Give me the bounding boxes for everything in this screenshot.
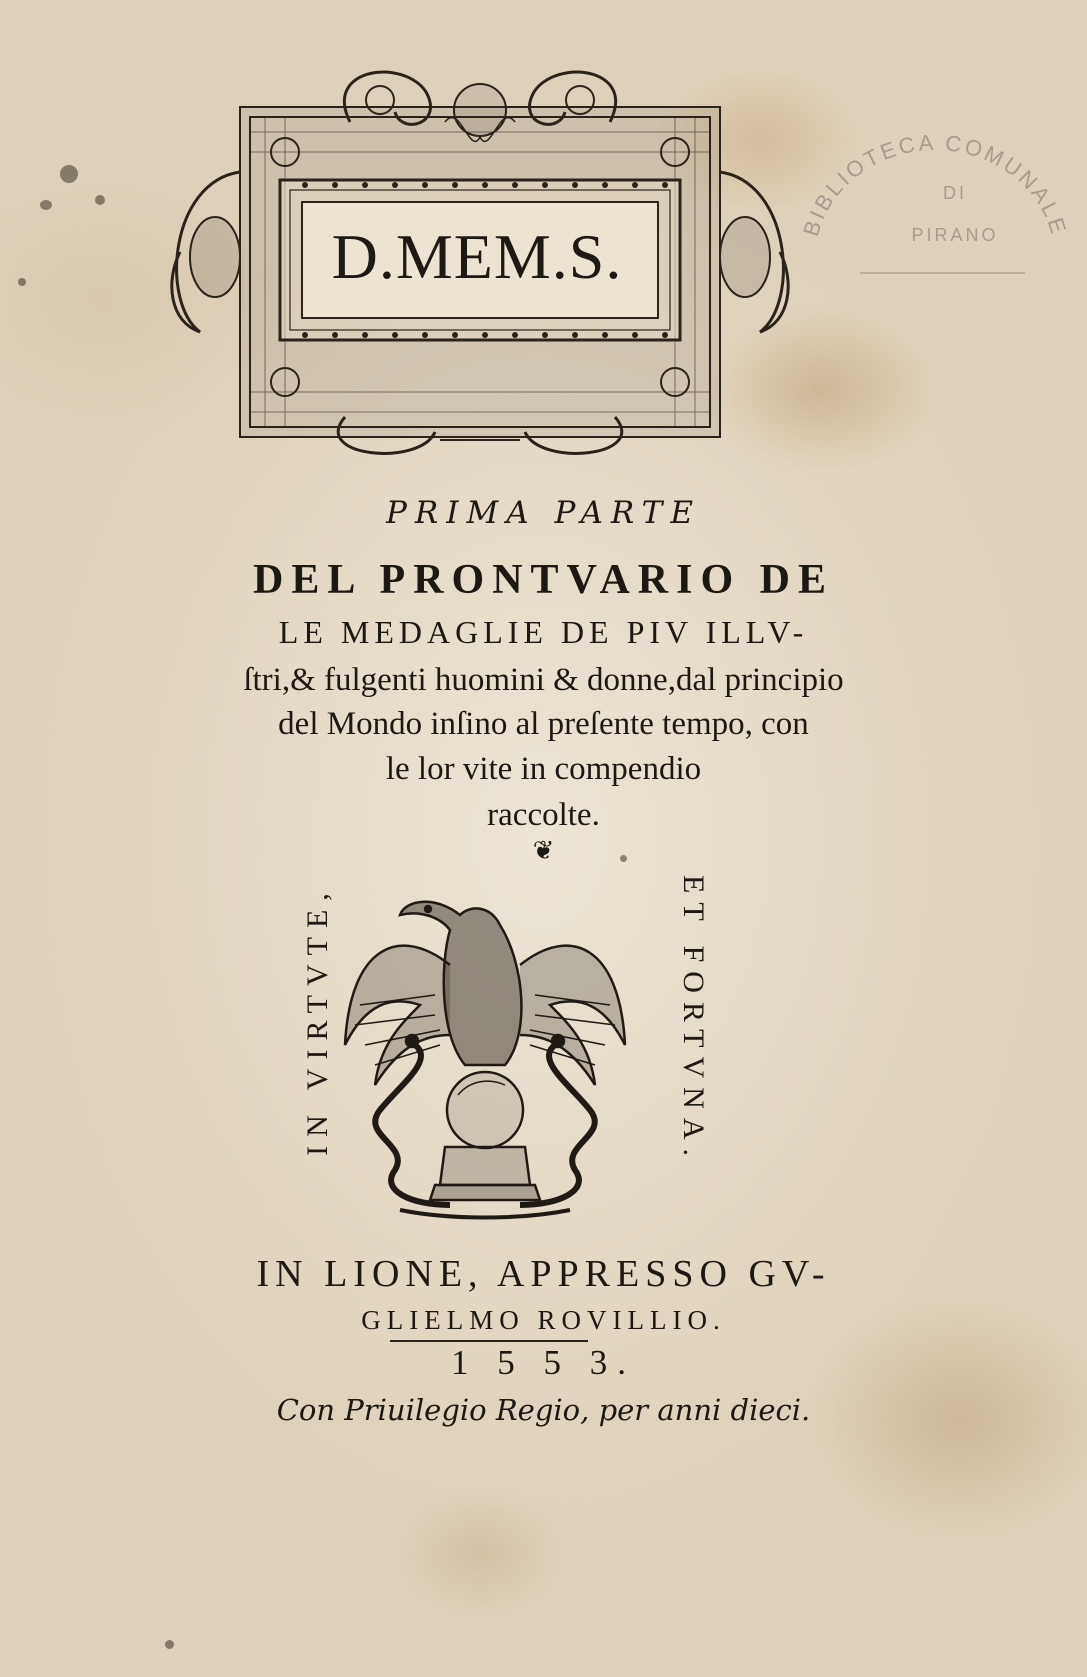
- title-line-4: ſtri,& fulgenti huomini & donne,dal principio: [243, 662, 844, 698]
- device-motto-left-text: IN VIRTVTE,: [301, 884, 334, 1156]
- device-motto-right-text: ET FORTVNA.: [677, 875, 710, 1165]
- title-line-6: le lor vite in compendio: [385, 751, 702, 787]
- imprint-line-2: GLIELMO ROVILLIO.: [361, 1305, 726, 1335]
- stamp-arc-text: BIBLIOTECA COMUNALE: [798, 129, 1072, 240]
- cartouche-inscription: D.MEM.S.: [331, 221, 623, 292]
- fleuron-icon: ❦: [532, 836, 555, 865]
- title-line-1: PRIMA PARTE: [386, 495, 701, 531]
- stamp-city-text: PIRANO: [911, 225, 999, 245]
- foxing-spot: [40, 200, 52, 210]
- eagle-device-icon: [340, 885, 630, 1235]
- imprint-year: 1 5 5 3.: [451, 1343, 636, 1382]
- foxing-spot: [60, 165, 78, 183]
- foxing-spot: [18, 278, 26, 286]
- foxing-spot: [620, 855, 627, 862]
- title-line-3: LE MEDAGLIE DE PIV ILLV-: [278, 614, 809, 650]
- stamp-rule: [860, 272, 1025, 274]
- title-line-5: del Mondo inſino al preſente tempo, con: [278, 706, 809, 742]
- title-line-7: raccolte.: [487, 797, 600, 833]
- imprint-rule: [390, 1340, 588, 1342]
- foxing-spot: [95, 195, 105, 205]
- imprint-line-1: IN LIONE, APPRESSO GV-: [256, 1253, 831, 1295]
- library-stamp: [795, 110, 1075, 310]
- foxing-spot: [165, 1640, 174, 1649]
- stamp-middle-text: DI: [943, 183, 967, 203]
- imprint-privilege: Con Priuilegio Regio, per anni dieci.: [276, 1393, 811, 1427]
- title-line-2: DEL PRONTVARIO DE: [253, 557, 834, 603]
